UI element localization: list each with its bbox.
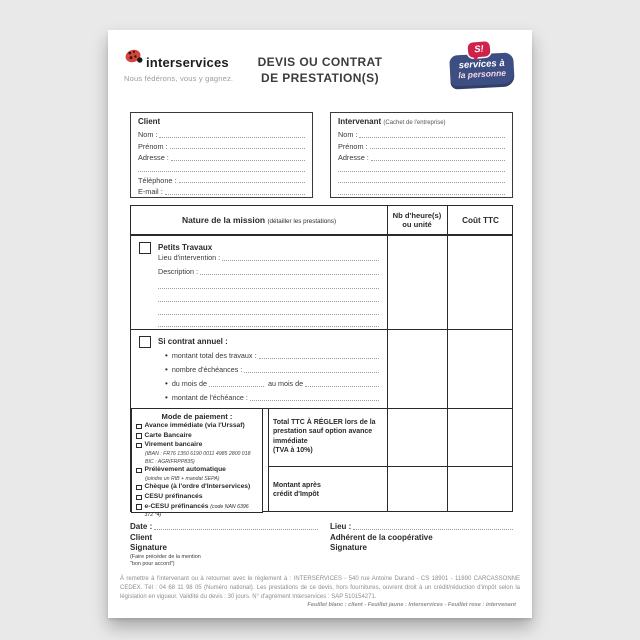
sap-speech-bubble-icon: S! bbox=[467, 41, 490, 58]
dotted-fill-line bbox=[159, 137, 305, 138]
logo-tagline: Nous fédérons, vous y gagnez. bbox=[124, 74, 234, 83]
total-ttc-label: Total TTC À RÉGLER lors de la prestation sauf option avance immédiate (TVA à 10%) bbox=[273, 419, 376, 455]
intervenant-box bbox=[330, 112, 513, 198]
ladybug-icon bbox=[124, 48, 145, 70]
form-title-line1: DEVIS OU CONTRAT bbox=[257, 55, 383, 69]
mission-table bbox=[130, 205, 513, 519]
dotted-fill-line bbox=[338, 182, 505, 183]
adherent-signature-word: Signature bbox=[330, 543, 367, 552]
dotted-fill-line bbox=[222, 260, 379, 261]
intervenant-adresse-cont-field bbox=[338, 174, 505, 185]
column-header-nature: Nature de la mission (détailler les prestations) bbox=[181, 215, 337, 225]
services-a-la-personne-badge bbox=[450, 44, 516, 94]
dotted-fill-line bbox=[305, 386, 379, 387]
contrat-annuel-label: Si contrat annuel : bbox=[158, 337, 228, 346]
logo-wordmark: interservices bbox=[146, 55, 229, 70]
intervenant-nom-field: Nom : bbox=[338, 128, 505, 139]
totals-row-divider bbox=[268, 466, 512, 467]
payment-checkbox bbox=[136, 495, 142, 501]
dotted-fill-line bbox=[259, 358, 379, 359]
payment-option-prelevement: Prélèvement automatique bbox=[136, 466, 258, 475]
dotted-fill-line bbox=[158, 301, 379, 302]
intervenant-box-title: Intervenant (Cachet de l'entreprise) bbox=[338, 117, 446, 126]
iban-note: (IBAN : FR76 1350 6190 0011 4985 2800 018 bbox=[145, 451, 251, 458]
payment-option-ecesu: e-CESU préfinancés (code NAN 6396 372 *4) bbox=[136, 503, 258, 520]
client-nom-field: Nom : bbox=[138, 128, 305, 139]
client-email-field: E-mail : bbox=[138, 185, 305, 196]
adherent-signature-title: Adhérent de la coopérative bbox=[330, 533, 433, 542]
totals-column-divider bbox=[268, 408, 269, 511]
description-cont-field bbox=[158, 293, 379, 303]
payment-checkbox bbox=[136, 468, 142, 474]
dotted-fill-line bbox=[158, 326, 379, 327]
table-header-divider bbox=[131, 234, 512, 236]
client-signature-title: Client bbox=[130, 533, 153, 542]
nombre-echeances-field: • nombre d'échéances : bbox=[165, 364, 379, 374]
lieu-field: Lieu : bbox=[330, 520, 513, 531]
client-adresse-field: Adresse : bbox=[138, 151, 305, 162]
client-signature-word: Signature bbox=[130, 543, 167, 552]
client-box bbox=[130, 112, 313, 198]
bon-pour-accord-note: (Faire précéder de la mention "bon pour accord") bbox=[130, 554, 201, 568]
payment-checkbox bbox=[136, 443, 142, 449]
bic-note: BIC : AGRIFRPP835) bbox=[145, 458, 195, 465]
dotted-fill-line bbox=[154, 529, 318, 530]
dotted-fill-line bbox=[171, 160, 305, 161]
contrat-annuel-checkbox bbox=[139, 336, 151, 348]
dotted-fill-line bbox=[371, 160, 505, 161]
dotted-fill-line bbox=[370, 148, 505, 149]
sap-badge-line2: la personne bbox=[458, 67, 507, 81]
payment-option-avance: Avance immédiate (via l'Urssaf) bbox=[136, 422, 258, 431]
dotted-fill-line bbox=[338, 171, 505, 172]
dotted-fill-line bbox=[179, 182, 305, 183]
sap-badge-body bbox=[449, 52, 515, 89]
sap-badge-line1: services à bbox=[458, 57, 505, 72]
payment-option-cheque: Chèque (à l'ordre d'Interservices) bbox=[136, 483, 258, 492]
intervenant-box-subtitle: (Cachet de l'entreprise) bbox=[383, 120, 446, 126]
form-sheet bbox=[108, 30, 532, 618]
petits-travaux-checkbox bbox=[139, 242, 151, 254]
dotted-fill-line bbox=[165, 194, 305, 195]
dotted-fill-line bbox=[158, 314, 379, 315]
feuillets-note: Feuillet blanc : client - Feuillet jaune : Interservices - Feuillet rose : intervenant bbox=[307, 602, 516, 608]
payment-methods-box bbox=[131, 408, 263, 519]
payment-option-virement: Virement bancaire bbox=[136, 441, 258, 450]
payment-checkbox bbox=[136, 433, 142, 439]
dotted-fill-line bbox=[209, 386, 264, 387]
petits-travaux-label: Petits Travaux bbox=[158, 243, 213, 252]
payment-checkbox bbox=[136, 485, 142, 491]
dotted-fill-line bbox=[138, 171, 305, 172]
dotted-fill-line bbox=[359, 137, 505, 138]
ecesu-code-note: (code NAN 6396 372 *4) bbox=[144, 503, 249, 519]
dotted-fill-line bbox=[244, 372, 379, 373]
montant-credit-impot-label: Montant après crédit d'Impôt bbox=[273, 482, 321, 499]
intervenant-adresse-field: Adresse : bbox=[338, 151, 505, 162]
client-signature-block bbox=[130, 520, 318, 568]
dotted-fill-line bbox=[250, 400, 379, 401]
column-header-cout: Coût TTC bbox=[462, 215, 499, 225]
intervenant-adresse-cont-field bbox=[338, 162, 505, 173]
form-title bbox=[258, 54, 383, 86]
payment-checkbox bbox=[136, 504, 142, 510]
client-box-title: Client bbox=[138, 117, 161, 126]
adherent-signature-block bbox=[330, 520, 513, 553]
legal-footer-text: À remettre à l'intervenant ou à retourner avec le règlement à : INTERSERVICES - 540 rue Antoine Durand - CS 18901 - 11890 CARCASSONNE CEDEX. Tél : 04 68 11 98 05 (Numéro national). Les prestations de ce devis, hors fournitures, ouvrent droit à un crédit/réduction d'impôt selon la législation en vigueur. Validité du devis : 30 jours. N° d'agrément Interservices : SAP 510154271. bbox=[120, 576, 520, 600]
date-field: Date : bbox=[130, 520, 318, 531]
client-adresse-cont-field bbox=[138, 162, 305, 173]
dotted-fill-line bbox=[338, 194, 505, 195]
intervenant-prenom-field: Prénom : bbox=[338, 139, 505, 150]
mois-range-field: • du mois de au mois de bbox=[165, 378, 379, 388]
montant-total-field: • montant total des travaux : bbox=[165, 350, 379, 360]
intervenant-adresse-cont-field bbox=[338, 185, 505, 196]
interservices-logo bbox=[124, 48, 254, 83]
sepa-note: (joindre un RIB + mandat SEPA) bbox=[145, 475, 220, 482]
dotted-fill-line bbox=[353, 529, 513, 530]
form-title-line2: DE PRESTATION(S) bbox=[261, 71, 379, 86]
payment-checkbox bbox=[136, 424, 142, 430]
montant-echeance-field: • montant de l'échéance : bbox=[165, 392, 379, 402]
description-field: Description : bbox=[158, 266, 379, 276]
client-telephone-field: Téléphone : bbox=[138, 174, 305, 185]
description-cont-field bbox=[158, 306, 379, 316]
description-cont-field bbox=[158, 280, 379, 290]
payment-title: Mode de paiement : bbox=[161, 412, 233, 421]
lieu-intervention-field: Lieu d'intervention : bbox=[158, 252, 379, 262]
description-cont-field bbox=[158, 318, 379, 328]
table-row-divider bbox=[131, 329, 512, 330]
dotted-fill-line bbox=[170, 148, 305, 149]
dotted-fill-line bbox=[200, 274, 379, 275]
payment-option-carte: Carte Bancaire bbox=[136, 432, 258, 441]
dotted-fill-line bbox=[158, 288, 379, 289]
column-header-heures: Nb d'heure(s) ou unité bbox=[392, 210, 442, 229]
payment-option-cesu: CESU préfinancés bbox=[136, 493, 258, 502]
client-prenom-field: Prénom : bbox=[138, 139, 305, 150]
